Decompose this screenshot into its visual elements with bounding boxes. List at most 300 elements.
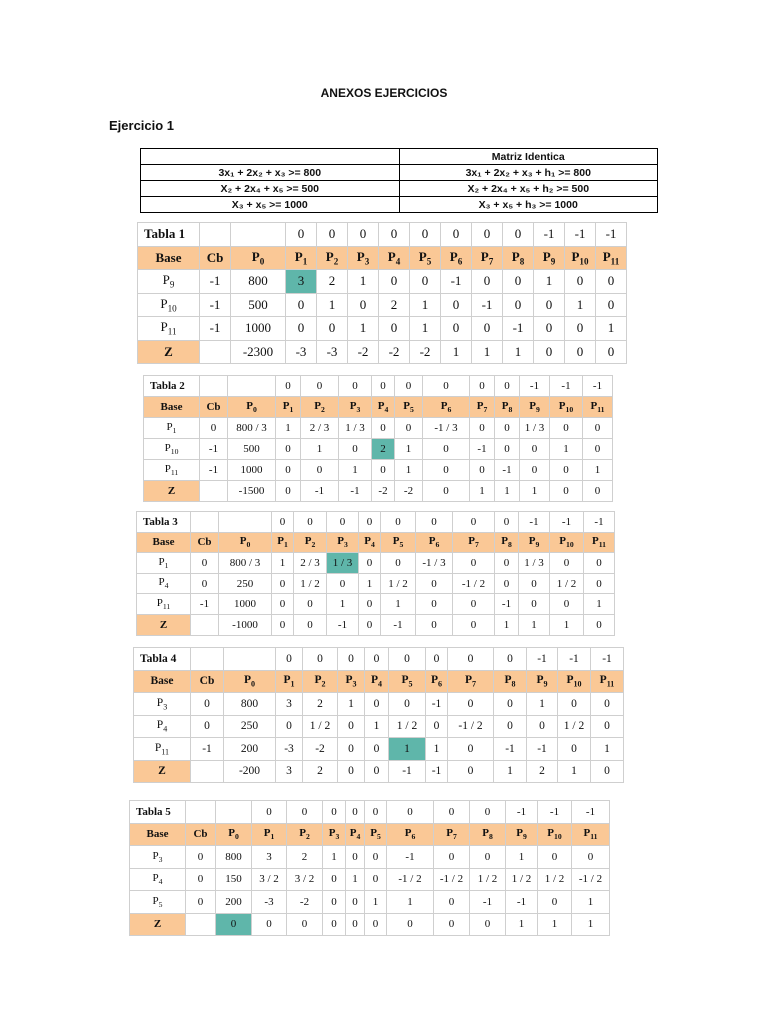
column-header: $P_4$ — [365, 670, 389, 693]
column-header: $P_6$ — [416, 532, 453, 553]
header-row — [144, 397, 613, 418]
value-cell: 0 — [550, 418, 583, 439]
value-cell: 0 — [453, 553, 495, 574]
value-cell: 0 — [426, 715, 448, 738]
cost-cell: -1 — [527, 648, 558, 671]
z-cell: 0 — [323, 913, 346, 936]
cost-cell: 0 — [317, 223, 348, 247]
column-header: Cb — [186, 823, 216, 846]
value-cell: 0 — [591, 693, 624, 716]
value-cell: 1 / 3 — [339, 418, 372, 439]
cost-cell: 0 — [453, 512, 495, 533]
z-cell: 0 — [596, 340, 627, 364]
value-cell: 0 — [379, 317, 410, 341]
document-title: ANEXOS EJERCICIOS — [320, 86, 448, 100]
value-cell: 1 — [338, 693, 365, 716]
value-cell: 1 — [348, 270, 379, 294]
value-cell: 0 — [558, 693, 591, 716]
column-header: $P_6$ — [441, 246, 472, 270]
value-cell: -1 — [503, 317, 534, 341]
blank-cell — [200, 223, 231, 247]
z-cell: -2 — [410, 340, 441, 364]
table-row — [137, 573, 615, 594]
value-cell: 1 — [583, 460, 613, 481]
value-cell: 0 — [276, 715, 303, 738]
value-cell: 0 — [423, 439, 470, 460]
value-cell: 0 — [550, 460, 583, 481]
z-cell: -1 — [339, 481, 372, 502]
z-cell: 1 — [495, 614, 519, 635]
value-cell: 800 — [231, 270, 286, 294]
value-cell: -1 / 2 — [387, 868, 434, 891]
value-cell: 0 — [200, 418, 228, 439]
column-header: Base — [130, 823, 186, 846]
column-header: $P_3$ — [327, 532, 359, 553]
cost-cell: 0 — [286, 223, 317, 247]
cost-row — [130, 801, 610, 824]
table-row — [138, 293, 627, 317]
column-header: $P_4$ — [346, 823, 365, 846]
value-cell: 0 — [550, 553, 584, 574]
value-cell: 0 — [472, 317, 503, 341]
value-cell: 1 — [527, 693, 558, 716]
value-cell: 1 / 3 — [519, 553, 550, 574]
blank-cell — [228, 376, 276, 397]
constraint-slack: 3x₁ + 2x₂ + x₃ + h₁ >= 800 — [399, 165, 658, 181]
table-row — [134, 715, 624, 738]
table-name: Tabla 2 — [144, 376, 200, 397]
z-cell: -3 — [286, 340, 317, 364]
value-cell: 500 — [231, 293, 286, 317]
value-cell: 0 — [453, 594, 495, 615]
column-header: $P_{11}$ — [583, 397, 613, 418]
column-header: $P_7$ — [472, 246, 503, 270]
cost-cell: 0 — [448, 648, 494, 671]
value-cell: -1 — [426, 693, 448, 716]
z-cell: 0 — [470, 913, 506, 936]
z-label: Z — [138, 340, 200, 364]
z-label: Z — [134, 760, 191, 783]
column-header: $P_4$ — [379, 246, 410, 270]
table-row — [138, 270, 627, 294]
value-cell: -1 / 3 — [423, 418, 470, 439]
z-cell: 0 — [287, 913, 323, 936]
z-cell: 1 — [494, 760, 527, 783]
value-cell: 0 — [470, 418, 495, 439]
value-cell: -1 — [470, 439, 495, 460]
value-cell: 150 — [216, 868, 252, 891]
constraint-slack: X₃ + x₅ + h₃ >= 1000 — [399, 197, 658, 213]
value-cell: 0 — [495, 418, 520, 439]
z-cell: -2 — [348, 340, 379, 364]
cost-cell: 0 — [470, 376, 495, 397]
cost-cell: 0 — [372, 376, 395, 397]
table-name: Tabla 4 — [134, 648, 191, 671]
column-header: $P_{11}$ — [572, 823, 610, 846]
z-label: Z — [130, 913, 186, 936]
constraint-header-blank — [141, 149, 400, 165]
column-header: $P_{10}$ — [565, 246, 596, 270]
blank-cell — [186, 801, 216, 824]
z-cell: 1 — [470, 481, 495, 502]
value-cell: 500 — [228, 439, 276, 460]
cost-cell: 0 — [301, 376, 339, 397]
value-cell: 1000 — [219, 594, 272, 615]
cost-cell: 0 — [494, 648, 527, 671]
column-header: $P_1$ — [276, 397, 301, 418]
z-cell: 0 — [252, 913, 287, 936]
z-cell: 1 — [538, 913, 572, 936]
column-header: $P_8$ — [470, 823, 506, 846]
column-header: $P_7$ — [453, 532, 495, 553]
value-cell: 0 — [323, 868, 346, 891]
basis-cell: $P_{10}$ — [144, 439, 200, 460]
value-cell: 0 — [448, 738, 494, 761]
value-cell: 1 — [365, 891, 387, 914]
column-header: $P_{11}$ — [596, 246, 627, 270]
z-cell: 0 — [550, 481, 583, 502]
value-cell: 3 — [252, 846, 287, 869]
value-cell: 0 — [565, 270, 596, 294]
z-cell: 1 — [441, 340, 472, 364]
value-cell: -1 — [441, 270, 472, 294]
header-row — [137, 532, 615, 553]
z-row — [134, 760, 624, 783]
value-cell: 2 — [303, 693, 338, 716]
column-header: $P_0$ — [224, 670, 276, 693]
column-header: $P_3$ — [338, 670, 365, 693]
value-cell: 0 — [272, 594, 294, 615]
table-row — [144, 460, 613, 481]
value-cell: 1 — [301, 439, 339, 460]
value-cell: 0 — [272, 573, 294, 594]
value-cell: 0 — [338, 738, 365, 761]
value-cell: 1 / 2 — [558, 715, 591, 738]
z-cell — [191, 760, 224, 783]
basis-cell: $P_3$ — [134, 693, 191, 716]
z-cell: 1 — [572, 913, 610, 936]
column-header: $P_0$ — [228, 397, 276, 418]
value-cell: 0 — [365, 846, 387, 869]
value-cell: -1 — [200, 293, 231, 317]
value-cell: 0 — [395, 418, 423, 439]
value-cell: 0 — [472, 270, 503, 294]
value-cell: 2 — [287, 846, 323, 869]
simplex-table — [143, 375, 613, 502]
cost-cell: 0 — [327, 512, 359, 533]
value-cell: 1 — [323, 846, 346, 869]
simplex-table — [137, 222, 627, 364]
column-header: $P_8$ — [495, 397, 520, 418]
value-cell: 3 — [286, 270, 317, 294]
value-cell: 800 — [216, 846, 252, 869]
cost-cell: -1 — [538, 801, 572, 824]
value-cell: 0 — [191, 693, 224, 716]
cost-cell: 0 — [389, 648, 426, 671]
cost-cell: -1 — [520, 376, 550, 397]
table-name: Tabla 3 — [137, 512, 191, 533]
value-cell: 0 — [186, 846, 216, 869]
column-header: Base — [144, 397, 200, 418]
value-cell: -1 — [472, 293, 503, 317]
column-header: $P_1$ — [276, 670, 303, 693]
value-cell: 0 — [520, 439, 550, 460]
value-cell: 0 — [327, 573, 359, 594]
cost-cell: 0 — [472, 223, 503, 247]
value-cell: 800 — [224, 693, 276, 716]
z-cell: 3 — [276, 760, 303, 783]
cost-cell: 0 — [410, 223, 441, 247]
z-cell: 0 — [416, 614, 453, 635]
value-cell: -1 / 2 — [572, 868, 610, 891]
z-cell: 0 — [565, 340, 596, 364]
value-cell: 1 — [534, 270, 565, 294]
column-header: $P_9$ — [506, 823, 538, 846]
value-cell: 0 — [494, 715, 527, 738]
value-cell: 0 — [389, 693, 426, 716]
value-cell: -1 — [200, 270, 231, 294]
cost-cell: 0 — [323, 801, 346, 824]
column-header: $P_5$ — [365, 823, 387, 846]
value-cell: 2 — [372, 439, 395, 460]
value-cell: 0 — [470, 460, 495, 481]
column-header: $P_9$ — [519, 532, 550, 553]
value-cell: 1000 — [228, 460, 276, 481]
value-cell: -2 — [287, 891, 323, 914]
z-cell: 0 — [584, 614, 615, 635]
cost-cell: -1 — [572, 801, 610, 824]
basis-cell: $P_3$ — [130, 846, 186, 869]
table-row — [134, 693, 624, 716]
basis-cell: $P_{10}$ — [138, 293, 200, 317]
cost-cell: 0 — [395, 376, 423, 397]
column-header: Cb — [191, 670, 224, 693]
value-cell: 1 — [348, 317, 379, 341]
cost-cell: 0 — [365, 648, 389, 671]
value-cell: 1 — [276, 418, 301, 439]
value-cell: 1 — [339, 460, 372, 481]
column-header: $P_6$ — [387, 823, 434, 846]
value-cell: 0 — [495, 553, 519, 574]
value-cell: 0 — [558, 738, 591, 761]
cost-cell: 0 — [294, 512, 327, 533]
z-cell — [191, 614, 219, 635]
constraint-original: X₂ + 2x₄ + x₅ >= 500 — [141, 181, 400, 197]
value-cell: 0 — [372, 460, 395, 481]
z-cell: 1 — [472, 340, 503, 364]
value-cell: 0 — [416, 573, 453, 594]
cost-cell: 0 — [426, 648, 448, 671]
constraint-row — [141, 181, 658, 197]
value-cell: 1 / 3 — [520, 418, 550, 439]
value-cell: 0 — [286, 293, 317, 317]
value-cell: 1 — [317, 293, 348, 317]
cost-cell: -1 — [565, 223, 596, 247]
z-row — [130, 913, 610, 936]
value-cell: 0 — [441, 317, 472, 341]
z-cell: 0 — [534, 340, 565, 364]
value-cell: 0 — [584, 553, 615, 574]
blank-cell — [191, 648, 224, 671]
column-header: $P_{10}$ — [550, 532, 584, 553]
value-cell: 1 — [395, 460, 423, 481]
column-header: $P_4$ — [359, 532, 381, 553]
value-cell: 0 — [191, 715, 224, 738]
cost-row — [137, 512, 615, 533]
z-cell: -3 — [317, 340, 348, 364]
value-cell: 1 — [584, 594, 615, 615]
value-cell: 200 — [216, 891, 252, 914]
table-name: Tabla 5 — [130, 801, 186, 824]
simplex-table — [129, 800, 610, 936]
blank-cell — [200, 376, 228, 397]
value-cell: 0 — [191, 573, 219, 594]
value-cell: 1 — [591, 738, 624, 761]
column-header: $P_0$ — [219, 532, 272, 553]
value-cell: 0 — [410, 270, 441, 294]
value-cell: 0 — [503, 293, 534, 317]
column-header: $P_7$ — [448, 670, 494, 693]
cost-cell: 0 — [276, 648, 303, 671]
value-cell: 0 — [495, 439, 520, 460]
value-cell: 1 — [327, 594, 359, 615]
header-row — [130, 823, 610, 846]
z-cell: -2 — [379, 340, 410, 364]
cost-cell: -1 — [591, 648, 624, 671]
value-cell: 0 — [365, 693, 389, 716]
z-label: Z — [144, 481, 200, 502]
value-cell: 0 — [596, 293, 627, 317]
value-cell: 200 — [224, 738, 276, 761]
z-cell — [200, 481, 228, 502]
column-header: $P_2$ — [303, 670, 338, 693]
column-header: $P_8$ — [503, 246, 534, 270]
z-cell: -1 — [301, 481, 339, 502]
constraint-row — [141, 197, 658, 213]
value-cell: 1 — [506, 846, 538, 869]
value-cell: -1 — [506, 891, 538, 914]
value-cell: 3 — [276, 693, 303, 716]
basis-cell: $P_{11}$ — [138, 317, 200, 341]
value-cell: 3 / 2 — [287, 868, 323, 891]
table-row — [130, 846, 610, 869]
value-cell: 2 / 3 — [301, 418, 339, 439]
value-cell: 0 — [276, 460, 301, 481]
value-cell: 800 / 3 — [228, 418, 276, 439]
column-header: $P_1$ — [286, 246, 317, 270]
value-cell: 0 — [434, 891, 470, 914]
value-cell: 1 / 3 — [327, 553, 359, 574]
blank-cell — [224, 648, 276, 671]
value-cell: 0 — [519, 594, 550, 615]
value-cell: -1 / 2 — [448, 715, 494, 738]
value-cell: -1 — [387, 846, 434, 869]
value-cell: 0 — [423, 460, 470, 481]
column-header: $P_3$ — [323, 823, 346, 846]
cost-cell: 0 — [416, 512, 453, 533]
column-header: Cb — [200, 397, 228, 418]
value-cell: 2 — [317, 270, 348, 294]
value-cell: 0 — [441, 293, 472, 317]
cost-cell: 0 — [423, 376, 470, 397]
table-row — [134, 738, 624, 761]
basis-cell: $P_{11}$ — [137, 594, 191, 615]
value-cell: 1 — [346, 868, 365, 891]
z-cell: 0 — [434, 913, 470, 936]
simplex-table — [133, 647, 624, 783]
basis-cell: $P_5$ — [130, 891, 186, 914]
column-header: Base — [137, 532, 191, 553]
constraint-header-label: Matriz Identica — [399, 149, 658, 165]
z-cell: 0 — [423, 481, 470, 502]
cost-cell: 0 — [495, 376, 520, 397]
value-cell: 2 / 3 — [294, 553, 327, 574]
column-header: $P_5$ — [410, 246, 441, 270]
z-cell: 0 — [387, 913, 434, 936]
value-cell: 0 — [276, 439, 301, 460]
value-cell: -3 — [276, 738, 303, 761]
z-cell: 1 — [495, 481, 520, 502]
value-cell: -1 — [527, 738, 558, 761]
cost-cell: 0 — [303, 648, 338, 671]
value-cell: 250 — [224, 715, 276, 738]
value-cell: 1 — [565, 293, 596, 317]
column-header: $P_{10}$ — [538, 823, 572, 846]
value-cell: 1 / 2 — [506, 868, 538, 891]
table-row — [144, 418, 613, 439]
cost-cell: 0 — [503, 223, 534, 247]
simplex-table — [136, 511, 615, 636]
cost-cell: 0 — [379, 223, 410, 247]
value-cell: -3 — [252, 891, 287, 914]
value-cell: 0 — [503, 270, 534, 294]
value-cell: 1 — [359, 573, 381, 594]
value-cell: -1 / 2 — [434, 868, 470, 891]
cost-cell: 0 — [441, 223, 472, 247]
value-cell: 0 — [186, 891, 216, 914]
value-cell: 0 — [323, 891, 346, 914]
column-header: $P_{11}$ — [584, 532, 615, 553]
cost-cell: 0 — [470, 801, 506, 824]
value-cell: 2 — [379, 293, 410, 317]
value-cell: 0 — [470, 846, 506, 869]
z-cell: 1 — [519, 614, 550, 635]
column-header: $P_2$ — [294, 532, 327, 553]
z-cell: 1 — [550, 614, 584, 635]
cost-cell: 0 — [434, 801, 470, 824]
column-header: $P_8$ — [494, 670, 527, 693]
value-cell: 1 — [410, 293, 441, 317]
value-cell: 0 — [338, 715, 365, 738]
z-label: Z — [137, 614, 191, 635]
z-cell: -2300 — [231, 340, 286, 364]
value-cell: 1 / 2 — [303, 715, 338, 738]
value-cell: 0 — [372, 418, 395, 439]
column-header: $P_{10}$ — [550, 397, 583, 418]
constraint-original: 3x₁ + 2x₂ + x₃ >= 800 — [141, 165, 400, 181]
value-cell: 1 — [426, 738, 448, 761]
cost-cell: 0 — [338, 648, 365, 671]
column-header: $P_0$ — [231, 246, 286, 270]
column-header: $P_5$ — [389, 670, 426, 693]
value-cell: 1 / 2 — [294, 573, 327, 594]
basis-cell: $P_4$ — [130, 868, 186, 891]
cost-cell: -1 — [550, 376, 583, 397]
value-cell: 1000 — [231, 317, 286, 341]
exercise-heading: Ejercicio 1 — [109, 118, 175, 133]
z-row — [144, 481, 613, 502]
column-header: Base — [134, 670, 191, 693]
